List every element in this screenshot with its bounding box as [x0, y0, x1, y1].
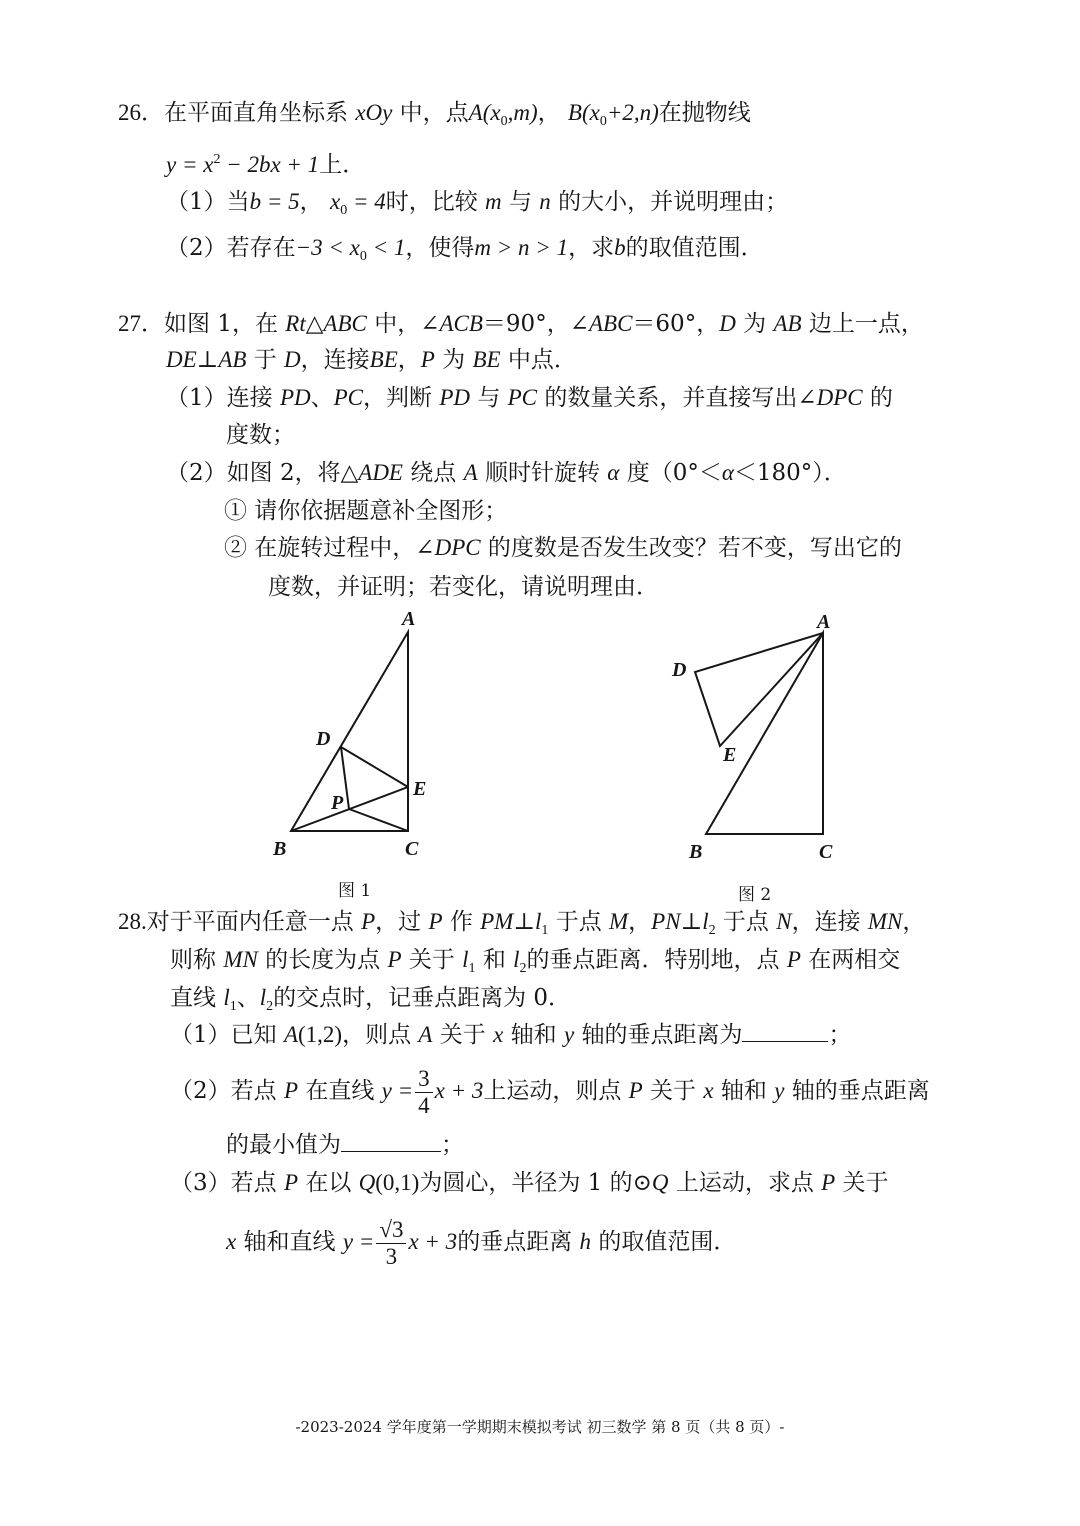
- fig2-caption: 图 2: [738, 885, 772, 905]
- q28-part2-line2: 的最小值为 ；: [226, 1132, 464, 1158]
- fig1-label-a: A: [402, 608, 416, 630]
- q27-line2: DE⊥AB 于 D，连接BE，P 为 BE 中点．: [166, 347, 577, 373]
- fig1-triangle-abc: [291, 632, 408, 831]
- q26-point-b: $B(x_0+2,n)$: [567, 100, 659, 129]
- q28-part1: （1）已知 A(1,2)，则点 A 关于 x 轴和 y 轴的垂点距离为 ；: [170, 1022, 852, 1048]
- q26-text: 上．: [319, 152, 366, 178]
- q27-number: 27．: [118, 311, 164, 336]
- q28-line3: 直线 $l_1$、$l_2$的交点时，记垂点距离为 0．: [170, 985, 572, 1014]
- q26-text: 中，点: [399, 100, 469, 126]
- fig1-label-c: C: [405, 838, 419, 860]
- q26-line1: [118, 98, 751, 137]
- fig2-label-a: A: [817, 611, 831, 633]
- figure-1: [260, 600, 460, 870]
- q27-part1: （1）连接 PD、PC，判断 PD 与 PC 的数量关系，并直接写出∠DPC 的: [166, 385, 893, 411]
- figure-2: [660, 605, 860, 870]
- fig2-triangle-ade: [695, 633, 823, 746]
- q26-n: n: [539, 189, 551, 214]
- fig1-label-d: D: [316, 728, 331, 750]
- fig1-label-e: E: [413, 778, 427, 800]
- q28-part2: （2）若点 P 在直线 y = $\frac{3}{4}$ x + 3上运动，则点 P 关于 x 轴和 y 轴的垂点距离: [170, 1065, 930, 1118]
- q26-text: 在平面直角坐标系: [164, 100, 348, 126]
- fig1-lines: [291, 632, 408, 831]
- q26-sep: ，: [537, 100, 561, 126]
- fig2-lines: [695, 633, 823, 834]
- fig1-label-b: B: [273, 838, 287, 860]
- fig2-label-e: E: [723, 744, 737, 766]
- fig1-segment-pc: [349, 809, 408, 831]
- q26-part1: （1）当b = 5， $x_0 = 4$时，比较 m 与 n 的大小，并说明理由；: [166, 189, 789, 218]
- q27-sub1: ① 请你依据题意补全图形；: [224, 498, 508, 524]
- q27-sub2-line2: 度数，并证明；若变化，请说明理由．: [268, 574, 659, 600]
- q27-part1-line2: 度数；: [226, 422, 295, 448]
- q26-parabola: $y = x^2 - 2bx + 1$: [166, 152, 320, 177]
- q26-part1-text: （1）当: [166, 189, 250, 215]
- fig2-label-b: B: [689, 841, 703, 863]
- fig1-label-p: P: [331, 792, 344, 814]
- q26-ineq: $-3 < x_0 < 1$: [295, 235, 406, 264]
- q26-m: m: [485, 189, 502, 214]
- q28-part1-answer-blank[interactable]: [742, 1021, 828, 1042]
- page-footer: -2023-2024 学年度第一学期期末模拟考试 初三数学 第 8 页（共 8 页）-: [295, 1418, 785, 1436]
- q27-line1: 27．如图 1，在 Rt△ABC 中，∠ACB＝90°，∠ABC＝60°，D 为 AB 边上一点，: [118, 311, 924, 337]
- q28-number: 28.: [118, 909, 147, 934]
- q28-part2-fraction: $\frac{3}{4}$: [415, 1066, 433, 1119]
- fig2-label-d: D: [672, 659, 687, 681]
- fig2-label-c: C: [819, 841, 833, 863]
- q28-part2-answer-blank[interactable]: [341, 1131, 441, 1152]
- q26-part2: （2）若存在$-3 < x_0 < 1$，使得m > n > 1，求b的取值范围．: [166, 235, 764, 264]
- q27-part2: （2）如图 2，将△ADE 绕点 A 顺时针旋转 α 度（0°＜α＜180°）．: [166, 460, 847, 486]
- q26-coord-name: xOy: [355, 100, 393, 125]
- q26-part1-b: b = 5: [249, 189, 300, 214]
- q28-line1: 28.对于平面内任意一点 P，过 P 作 $PM\perp l_1$ 于点 M，$PN\perp l_2$ 于点 N，连接 MN，: [118, 909, 926, 938]
- q28-part3-line2: x 轴和直线 y = $\frac{√3}{3}$ x + 3的垂点距离 h 的取值范围．: [226, 1216, 737, 1269]
- q26-line2: [166, 145, 365, 180]
- q26-ineq2: m > n > 1: [474, 235, 569, 260]
- fig1-segment-de: [341, 747, 408, 787]
- q26-part1-x0: $x_0 = 4$: [329, 189, 386, 218]
- q28-line2: 则称 MN 的长度为点 P 关于 $l_1$ 和 $l_2$的垂点距离．特别地，点 P 在两相交: [170, 947, 901, 976]
- q28-part3: （3）若点 P 在以 Q(0,1)为圆心，半径为 1 的⊙Q 上运动，求点 P 关于: [170, 1170, 889, 1196]
- q26-text: 在抛物线: [658, 100, 751, 126]
- q28-part3-fraction: $\frac{√3}{3}$: [376, 1217, 406, 1270]
- q27-sub2: ② 在旋转过程中，∠DPC 的度数是否发生改变？若不变，写出它的: [224, 535, 902, 561]
- q26-number: 26．: [118, 100, 164, 125]
- q26-point-a: $A(x_0,m)$: [468, 100, 538, 129]
- fig1-caption: 图 1: [338, 881, 372, 901]
